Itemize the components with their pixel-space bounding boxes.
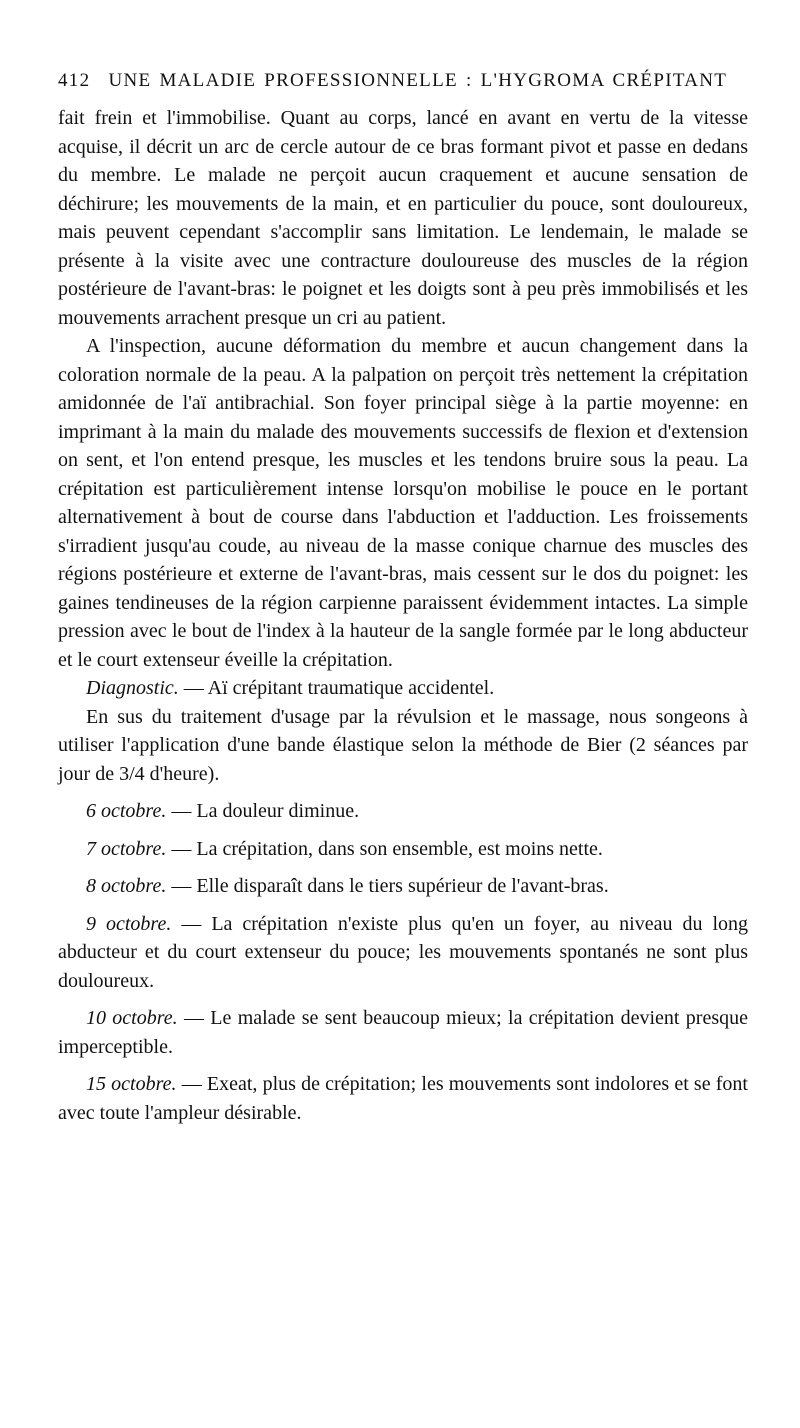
body-text (58, 104, 748, 1127)
page-number: 412 (58, 70, 91, 91)
entry-date: 15 octobre. (86, 1073, 177, 1095)
entry-text: — La crépitation n'existe plus qu'en un foyer, au niveau du long abducteur et du court extenseur du pouce; les mouvements spontanés ne sont plus douloureux. (58, 912, 748, 992)
entry-date: 7 octobre. (86, 837, 167, 860)
journal-entry (58, 872, 748, 901)
journal-entry (58, 797, 748, 826)
entry-date: 8 octobre. (86, 875, 167, 897)
paragraph-inspection: A l'inspection, aucune déformation du membre et aucun changement dans la coloration normale de la peau. A la palpation on perçoit très nettement la crépitation amidonnée de l'aï antibrachial. Son foyer principal siège à la partie moyenne: en imprimant à la main du malade des mouvements successifs de flexion et d'extension on sent, et l'on entend presque, les muscles et les tendons bruire sous la peau. La crépitation est particulièrement intense lorsqu'on mobilise le pouce en le portant alternativement à bout de course dans l'abduction et l'adduction. Les froissements s'irradient jusqu'au coude, au niveau de la masse conique charnue des muscles des régions postérieure et externe de l'avant-bras, mais cessent sur le dos du poignet: les gaines tendineuses de la région carpienne paraissent évidemment intactes. La simple pression avec le bout de l'index à la hauteur de la sangle formée par le long abducteur et le court extenseur éveille la crépitation. (58, 335, 748, 671)
entry-date: 6 octobre. (86, 800, 167, 822)
journal-entry (58, 910, 748, 996)
running-header (58, 70, 748, 92)
entry-date: 10 octobre. (86, 1007, 178, 1029)
paragraph-continuation: fait frein et l'immobilise. Quant au corps, lancé en avant en vertu de la vitesse acquise, il décrit un arc de cercle autour de ce bras formant pivot et passe en dedans du membre. Le malade ne perçoit aucun craquement et aucune sensation de déchirure; les mouvements de la main, et en particulier du pouce, sont douloureux, mais peuvent cependant s'accomplir sans limitation. Le lendemain, le malade se présente à la visite avec une contracture douloureuse des muscles de la région postérieure de l'avant-bras: le poignet et les doigts sont à peu près immobilisés et les mouvements arrachent presque un cri au patient. (58, 107, 748, 329)
journal-entry (58, 835, 748, 864)
entry-text: — La crépitation, dans son ensemble, est moins nette. (166, 837, 603, 860)
running-title: UNE MALADIE PROFESSIONNELLE : L'HYGROMA CRÉPITANT (108, 70, 728, 91)
diagnostic-label: Diagnostic. (86, 677, 179, 699)
paragraph-treatment: En sus du traitement d'usage par la révulsion et le massage, nous songeons à utiliser l'application d'une bande élastique selon la méthode de Bier (2 séances par jour de 3/4 d'heure). (58, 705, 748, 785)
entry-text: — La douleur diminue. (166, 800, 360, 822)
journal-entry (58, 1070, 748, 1127)
book-page (58, 70, 748, 1127)
journal-entry (58, 1004, 748, 1061)
entry-date: 9 octobre. (86, 912, 172, 935)
diagnostic-text: — Aï crépitant traumatique accidentel. (178, 677, 495, 699)
entry-text: — Exeat, plus de crépitation; les mouvements sont indolores et se font avec toute l'ampleur désirable. (58, 1073, 748, 1124)
entry-text: — Le malade se sent beaucoup mieux; la crépitation devient presque imperceptible. (58, 1007, 748, 1058)
paragraph-diagnostic (58, 674, 748, 703)
entry-text: — Elle disparaît dans le tiers supérieur de l'avant-bras. (166, 875, 609, 897)
